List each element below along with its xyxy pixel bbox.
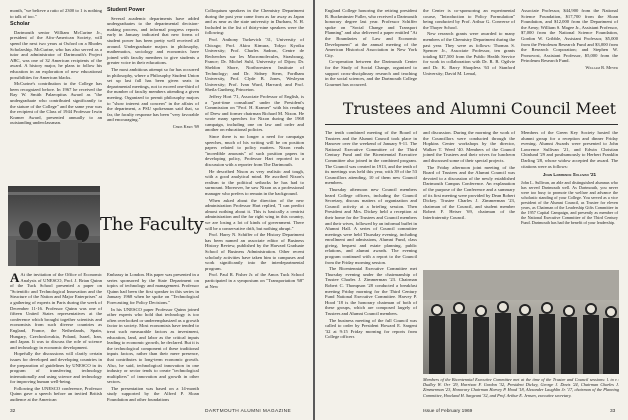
article-signature: William R. Meyer (585, 64, 618, 70)
right-column-2-top (423, 8, 515, 77)
faculty-paragraph: Hopefully the discussions will clarify certain issues for developed and developing countries in the preparation of guidelines by UNESCO in its program of transferring technology internationally and using science and technology for improving human well-being. (10, 351, 102, 385)
scholar-paragraph: Dartmouth senior William McCurine Jr., president of the Afro-American Society, will spend the next two years at Oxford on a Rhodes Scholarship. McCurine, who has also served as a tutor and administrator of Dartmouth's Project ABC, was one of 32 American recipients of the award. A history major, he plans to follow his education in an exploration of new educational possibilities for American blacks. (10, 29, 102, 80)
committee-group-photo (423, 270, 619, 374)
colloquium-paragraph: Since there is no longer a need for campaign speeches, much of his writing will be on position papers related to policy matters. Nixon reads "incredible amounts" of such position papers in developing policy, Professor Hart reported in a discussion with a reporter from The Dartmouth. (205, 134, 304, 168)
trustees-headline: Trustees and Alumni Council Meet (343, 100, 617, 118)
right-column-3 (521, 130, 618, 226)
left-column-1-bottom (10, 272, 102, 404)
student-power-signature: Chris Kern '69 (172, 123, 199, 129)
colloquium-paragraph: Prof. Harry N. Schiffer of the History Department has been named an associate editor of Business History Review, published by the Harvard Graduate School of Business Administration. Other recent scholarly activities have taken him to campuses and work significantly into the interdepartmental program. (205, 232, 304, 271)
group-photo-image (423, 270, 619, 374)
colloquium-paragraph: Colloquium speakers in the Chemistry Department during the past year came from as far away as Japan and as near as the state university in Durham, N. H. Included in the list of thirty-nine speakers were the following: (205, 8, 304, 36)
left-column-1-top (10, 8, 102, 127)
page-number-left: 32 (10, 409, 16, 414)
right-page (315, 0, 628, 420)
faculty-paragraph: Embassy in London. His paper was presented in a series sponsored by the State Department on topics of technology and management. Professor Quinn had been the first speaker in this series in January 1968 when he spoke on "Technological Forecasting for Policy Decisions." (107, 272, 199, 305)
group-photo-caption: Members of the Bicentennial Executive Committee met at the time of the Trustee and Council sessions: l. to r.: Dudley W. Orr '29, Harrison F. Gordon '32, President Dickey, George J. Davis '24, Chairman Charles J. Zimmerman '23, Honorary Chairman Harvey P. Hood '18, Alexander Laughlin Jr. '17, chairman of the Planning Committee, Howland H. Sargeant '32, and Prof. Arthur E. Jensen, executive secretary. (423, 377, 619, 398)
student-power-paragraph: Several academic departments have added undergraduates to the departmental decision-making process, and informal progress reports early in January indicated that new forms of student power has been pretty well received all around. Undergraduate majors in philosophy, mathematics, sociology and economics have joined with faculty members to give students a greater voice in their educations. (107, 15, 199, 66)
lecture-hall-image (8, 186, 100, 266)
body-paragraph: England College honoring the retiring president R. Buckminster Fuller, who received a Dartmouth honorary degree last year. Professor Schiffer spoke on "Social Change and Transport Planning" and also delivered a paper entitled "At the Boundaries of Law and Economic Development" at the annual meeting of the American Historical Association in New York City. (325, 8, 417, 58)
faculty-paragraph: A At the invitation of the Office of Economic Analysis of UNESCO, Prof. J. Brian Quinn of the Tuck School presented a paper on "Scientific and Technological Innovation and the Structure of the Nation and Major Enterprises" at a gathering of experts in Paris during the week of December 11-16. Professor Quinn was one of fifteen United States representatives at the conference which brought together scientists and economists from such diverse countries as England, France, the Netherlands, Spain, Hungary, Czechoslovakia, Poland, Israel, Iran, and Japan. It was to discuss the role of science and technology in economic development. (10, 270, 102, 350)
award-citation-heading: John Lawrence Sullivan '21 (542, 172, 597, 178)
trustees-paragraph: The business meeting of the full Council was called to order by President Howard E. Sargent '32 at 9:15 Friday morning for reports from College officers (325, 317, 417, 340)
left-column-2-top (107, 8, 199, 129)
headline-rule (325, 124, 618, 125)
magazine-title-footer: DARTMOUTH ALUMNI MAGAZINE (205, 409, 292, 414)
trustees-paragraph: The Friday afternoon joint meeting of the Board of Trustees and the Alumni Council was devoted to a discussion of the newly established Dartmouth Campus Conference. An explanation of the purpose of the Conference and a summary of its first meeting were provided by Dean Robert Dickey. Trustee Charles J. Zimmerman '23, chairman of the Council, and student member Robert F. Heiser '69, chairman of the Interfraternity Council. (423, 164, 515, 220)
right-column-2 (423, 130, 515, 222)
trustees-paragraph: and discussion. During the morning the work of the Councillors were conducted through the Hopkins Center workshops by the director, Walker T. Weed '40. Members of the Council joined the Trustees and their wives for luncheon and discussed some of their special projects. (423, 130, 515, 163)
colloquium-paragraph: Jeffery Hort '71, Associate Professor of English, is a "part-time consultant" under the President's Commission on "Prof. H. Kramer" with his reading of Drew and former chairman Richard M. Nixon. He wrote many speeches for Nixon during the 1968 campaign, including one on law and order and another on educational policies. (205, 93, 304, 133)
trustees-paragraph: The Bicentennial Executive Committee met Thursday evening under the chairmanship of Trustee Charles J. Zimmerman '23. Chairman Robert C. Thompson '28 conducted a breakfast meeting Friday morning for the Third Century Fund National Executive Committee. Harvey P. Hood '18 is the honorary chairman of both of these groups, which are composed largely of Trustees and Alumni Council members. (325, 266, 417, 316)
student-power-heading: Student Power (107, 7, 145, 13)
body-paragraph: Associate Professor, $44,900 from the National Science Foundation, $17,700 from the Sloan Foundation, and $12,000 from the Department of the Army; William S. Magee Jr., Assistant Professor, $7,000 from the National Science Foundation, Gordon W. Gribble, Assistant Professor, $5,000 from the Petroleum Research Fund and $3,000 from the Research Corporation; and Stephen W. Pronovost, Assistant Professor, $5,000 from the Petroleum Research Fund. (521, 8, 618, 64)
left-column-3 (205, 8, 304, 290)
body-paragraph: Co-operation between the Dartmouth Center for the Study of Social Change, organized to support cross-disciplinary research and teaching in the social sciences, and the Dartmouth College Gourmet has occurred. (325, 59, 417, 87)
trustees-paragraph: Thursday afternoon new Council members heard College officers, including the Council Secretary, discuss matters of organization and Council activity at a briefing session. Then President and Mrs. Dickey held a reception at their home for the Trustees and Council members and their wives, followed by an informal buffet in Alumni Hall. A series of Council committee meetings were held Thursday evening, including enrollment and admissions, Alumni Fund, class giving, bequest and estate planning, public relations, and alumni awards. The evening program continued with a report to the Council from the Friday morning session. (325, 186, 417, 265)
faculty-paragraph: Following the UNESCO conference, Professor Quinn gave a speech before an invited British audience at the American (10, 385, 102, 403)
faculty-paragraph: The presentation was based on a 14-month study supported by the Alfred P. Sloan Foundation and other foundations (107, 385, 199, 403)
colloquium-paragraph: Prof. Anthony Turkevich '31, University of Chicago; Prof. Akira Kimura, Tokyo Kyoiku University; Prof. Charles Sadron, Centre de Recherches sur les Macromolecules, Strasbourg, France; Dr. Michel Suhl, University of Dijon; Dr. Sheldon Shore, Northwestern Institute of Technology; and Dr. Sidney Stern, Fordham University, Prof. Clyde B. Jones, Wesleyan University; Prof. Ivan Ward, Harvard; and Prof. Sheila Gunberg, Princeton. (205, 36, 304, 93)
trustees-paragraph: Members of the Green Key Society hosted the alumni group for a reception and dinner Friday evening. Alumni Awards were presented to John Lawrence Sullivan '21, and Edwin Christian Chinlund '29 and posthumously to Herbert Franklin Darling '28, whose widow accepted the award. The citations were as follows: (521, 130, 618, 169)
faculty-photo (8, 186, 100, 266)
right-column-1-top (325, 8, 417, 88)
right-column-1 (325, 130, 417, 341)
faculty-paragraph: In his UNESCO paper Professor Quinn joined other experts who hold that technology is too often overlooked or underemphasized as a growth factor in society. Most economists have tended to treat such measurable factors as investment, education, land, and labor as the critical inputs leading to economic growth, he declared. But it is the technological component of these traditional inputs factors, rather than their mere presence, that contributes to long-term economic growth. Also, he said, technological innovation in one industry or sector tends to create "technological multipliers" of innovation and growth in other sectors. (107, 306, 199, 385)
scholar-paragraph: McCurine's contribution to the College has been recognized before. In 1967 he received the Ray W. Smith Palaeopitus Award as "the undergraduate who contributed significantly to the stature of the College" and the same year was the recipient of the Class of 1944 Professor Irwin Kramer Award, presented annually to an outstanding underclassman. (10, 81, 102, 126)
scholar-heading: Scholar (10, 21, 30, 28)
right-column-3-top (521, 8, 618, 71)
colloquium-paragraph: He described Nixon as very realistic and tough, with a good analytical mind. He ascribed Nixon's realism to the political setbacks he has had to surmount. Moreover, he saw Nixon as a professional manager who prefers to remain in the background. (205, 168, 304, 196)
body-paragraph: the Center is co-sponsoring an experimental course, "Introduction to Policy Formulation" being conducted by Prof. Arthur G. Converse of the Thayer School. (423, 8, 515, 30)
left-page (0, 0, 313, 420)
award-citation: John L. Sullivan, an able and distinguished alumnus who has served Dartmouth well. As Dartmouth, you never were too busy to promote the welfare and advance the scholastic standing of your College. You served as a vice president of the Alumni Council, as Trustee for eleven years, as Chairman of the Leadership Gifts Committee in the 1957 Capital Campaign, and presently as member of the National Executive Committee of the Third Century Fund. Dartmouth has had the benefit of your leadership. (521, 179, 618, 225)
body-paragraph: New research grants were awarded to many members of the Chemistry Department during the past year. They were as follows: Thomas S. Spencer Jr., Associate Professor, ten grants totaling $27,500 from the Public Health Service for work in collaboration with Dr. R. B. Ogilvie and Dr. K. Barry Sharpless '63 of Stanford University; David M. Lemal, (423, 31, 515, 76)
issue-date-footer: Issue of February 1969 (423, 409, 473, 414)
trustees-paragraph: The tenth combined meeting of the Board of Trustees and the Alumni Council took place in Hanover over the weekend of January 9-11. The National Executive Committee of the Third Century Fund and the Bicentennial Executive Committee also joined in the combined program. The Council was created in 1913, and the tenth of its meetings was held this year, with 39 of the 53 Councillors attending, 10 of them new Council members. (325, 130, 417, 186)
left-column-2-bottom (107, 272, 199, 404)
top-text: month, "we believe a ratio of 2300 to 1 is nothing to talk of too." (10, 8, 102, 19)
student-power-paragraph: The most ambitious attempt so far has occurred in philosophy, where a Philosophy Student Union set up last fall has been given seats in departmental meetings, not to exceed one-third of the number of faculty members attending a given meeting. Organized to permit philosophy majors to "show interest and concern" in the affairs of the department, a PSU spokesman said that, so far, the faculty response has been "very favorable and encouraging." (107, 66, 199, 123)
colloquium-paragraph: When asked about the direction of the new administration Professor Hart replied, "I can predict almost nothing about it. This is basically a centrist administration and the far right wing in this country, we are losing a lot of kinds of government. There will be a conservative drift, but nothing abrupt." (205, 197, 304, 231)
page-number-right: 33 (610, 409, 616, 414)
colloquium-paragraph: Prof. Paul R. Fisher Jr. of the Amos Tuck School participated in a symposium on "Transportation '68" at New (205, 272, 304, 289)
faculty-section-title: The Faculty (100, 214, 204, 235)
